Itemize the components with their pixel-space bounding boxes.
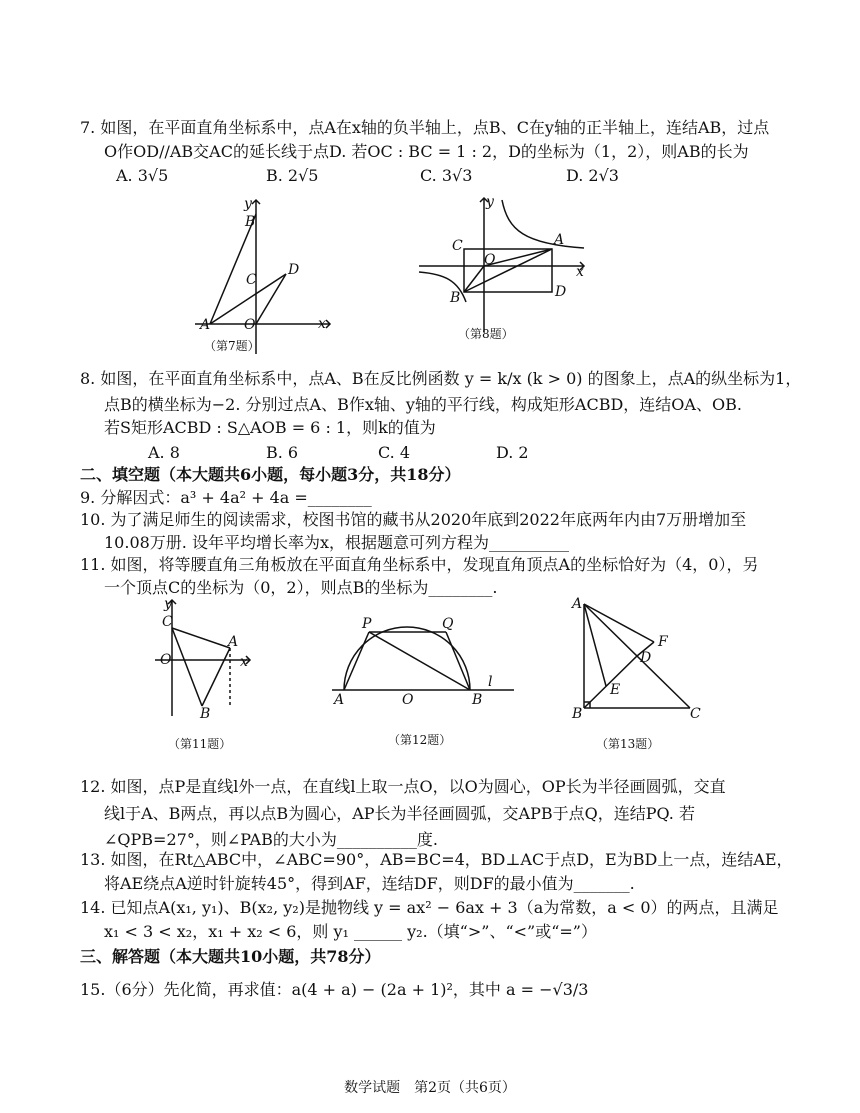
q8-option-a: A. 8 xyxy=(148,443,180,462)
q14-line2: x₁ < 3 < x₂，x₁ + x₂ < 6，则 y₁ ______ y₂.（填“>”、“<”或“=”） xyxy=(104,922,597,941)
fig8-label-c: C xyxy=(452,238,463,254)
figure-q8 xyxy=(414,192,594,347)
section-3-heading: 三、解答题（本大题共10小题，共78分） xyxy=(80,947,381,966)
q7-option-c: C. 3√3 xyxy=(420,166,473,185)
fig12-label-p: P xyxy=(362,616,372,632)
q10-line2: 10.08万册. 设年平均增长率为x，根据题意可列方程为__________ xyxy=(104,533,570,552)
fig12-label-a: A xyxy=(334,692,345,708)
q7-option-b: B. 2√5 xyxy=(266,166,319,185)
q7-line1: 7. 如图，在平面直角坐标系中，点A在x轴的负半轴上，点B、C在y轴的正半轴上，连结AB，过点 xyxy=(80,118,770,137)
q7-line2: O作OD//AB交AC的延长线于点D. 若OC : BC = 1 : 2，D的坐标为（1，2），则AB的长为 xyxy=(104,142,749,161)
fig8-label-d: D xyxy=(555,284,567,300)
figure-q13 xyxy=(566,596,716,756)
q12-line3: ∠QPB=27°，则∠PAB的大小为__________度. xyxy=(104,830,438,849)
q12-line1: 12. 如图，点P是直线l外一点，在直线l上取一点O，以O为圆心，OP长为半径画圆弧，交直 xyxy=(80,777,726,796)
fig8-label-x: x xyxy=(576,264,584,280)
fig12-caption: （第12题） xyxy=(388,733,452,747)
fig13-label-b: B xyxy=(572,706,583,722)
fig8-label-o: O xyxy=(484,252,496,268)
fig11-label-y: y xyxy=(164,596,172,612)
fig7-label-a: A xyxy=(200,317,211,333)
fig13-label-c: C xyxy=(690,706,701,722)
fig8-label-y: y xyxy=(486,194,494,210)
fig7-label-y: y xyxy=(244,196,252,212)
q15-text: 15.（6分）先化简，再求值：a(4 + a) − (2a + 1)²，其中 a = −√3/3 xyxy=(80,980,589,999)
fig12-label-q: Q xyxy=(442,616,454,632)
q14-line1: 14. 已知点A(x₁, y₁)、B(x₂, y₂)是抛物线 y = ax² − 6ax + 3（a为常数，a < 0）的两点，且满足 xyxy=(80,898,779,917)
fig8-caption: （第8题） xyxy=(458,327,514,341)
q7-option-d: D. 2√3 xyxy=(566,166,619,185)
q8-line3: 若S矩形ACBD : S△AOB = 6 : 1，则k的值为 xyxy=(104,418,436,437)
fig12-label-b: B xyxy=(472,692,483,708)
fig7-label-x: x xyxy=(318,316,326,332)
q13-line2: 将AE绕点A逆时针旋转45°，得到AF，连结DF，则DF的最小值为_______. xyxy=(104,874,635,893)
fig12-label-l: l xyxy=(488,674,493,690)
q13-line1: 13. 如图，在Rt△ABC中，∠ABC=90°，AB=BC=4，BD⊥AC于点D，E为BD上一点，连结AE， xyxy=(80,850,793,869)
q8-option-c: C. 4 xyxy=(378,443,411,462)
fig13-label-d: D xyxy=(640,650,652,666)
q8-option-b: B. 6 xyxy=(266,443,299,462)
fig11-label-x: x xyxy=(240,654,248,670)
q10-line1: 10. 为了满足师生的阅读需求，校图书馆的藏书从2020年底到2022年底两年内由7万册增加至 xyxy=(80,510,747,529)
fig12-label-o: O xyxy=(402,692,414,708)
q8-option-d: D. 2 xyxy=(496,443,529,462)
figure-q12 xyxy=(326,612,526,752)
page-footer: 数学试题 第2页（共6页） xyxy=(344,1080,516,1096)
section-2-heading: 二、填空题（本大题共6小题，每小题3分，共18分） xyxy=(80,465,461,484)
fig11-label-c: C xyxy=(162,614,173,630)
q7-option-a: A. 3√5 xyxy=(116,166,169,185)
q11-line2: 一个顶点C的坐标为（0，2），则点B的坐标为________. xyxy=(104,578,498,597)
fig11-caption: （第11题） xyxy=(168,737,232,751)
q11-line1: 11. 如图，将等腰直角三角板放在平面直角坐标系中，发现直角顶点A的坐标恰好为（4，0），另 xyxy=(80,555,759,574)
fig13-label-f: F xyxy=(658,634,668,650)
figure-q7 xyxy=(190,192,340,357)
q12-line2: 线l于A、B两点，再以点B为圆心，AP长为半径画圆弧，交APB于点Q，连结PQ. 若 xyxy=(104,804,695,823)
q8-line1: 8. 如图，在平面直角坐标系中，点A、B在反比例函数 y = k/x (k > 0) 的图象上，点A的纵坐标为1， xyxy=(80,369,802,388)
fig7-label-c: C xyxy=(246,272,257,288)
fig13-label-a: A xyxy=(572,596,583,612)
fig11-label-b: B xyxy=(200,706,211,722)
fig8-label-b: B xyxy=(450,290,461,306)
fig11-label-a: A xyxy=(228,634,239,650)
fig13-label-e: E xyxy=(610,682,621,698)
fig7-label-d: D xyxy=(288,262,300,278)
fig7-label-o: O xyxy=(244,317,256,333)
fig11-label-o: O xyxy=(160,652,172,668)
q8-line2: 点B的横坐标为−2. 分别过点A、B作x轴、y轴的平行线，构成矩形ACBD，连结OA、OB. xyxy=(104,395,742,414)
fig7-caption: （第7题） xyxy=(204,339,260,353)
fig13-caption: （第13题） xyxy=(596,737,660,751)
fig8-label-a: A xyxy=(554,232,565,248)
figure-q11 xyxy=(150,596,270,756)
fig7-label-b: B xyxy=(245,214,256,230)
q9-text: 9. 分解因式：a³ + 4a² + 4a =________ xyxy=(80,488,372,507)
